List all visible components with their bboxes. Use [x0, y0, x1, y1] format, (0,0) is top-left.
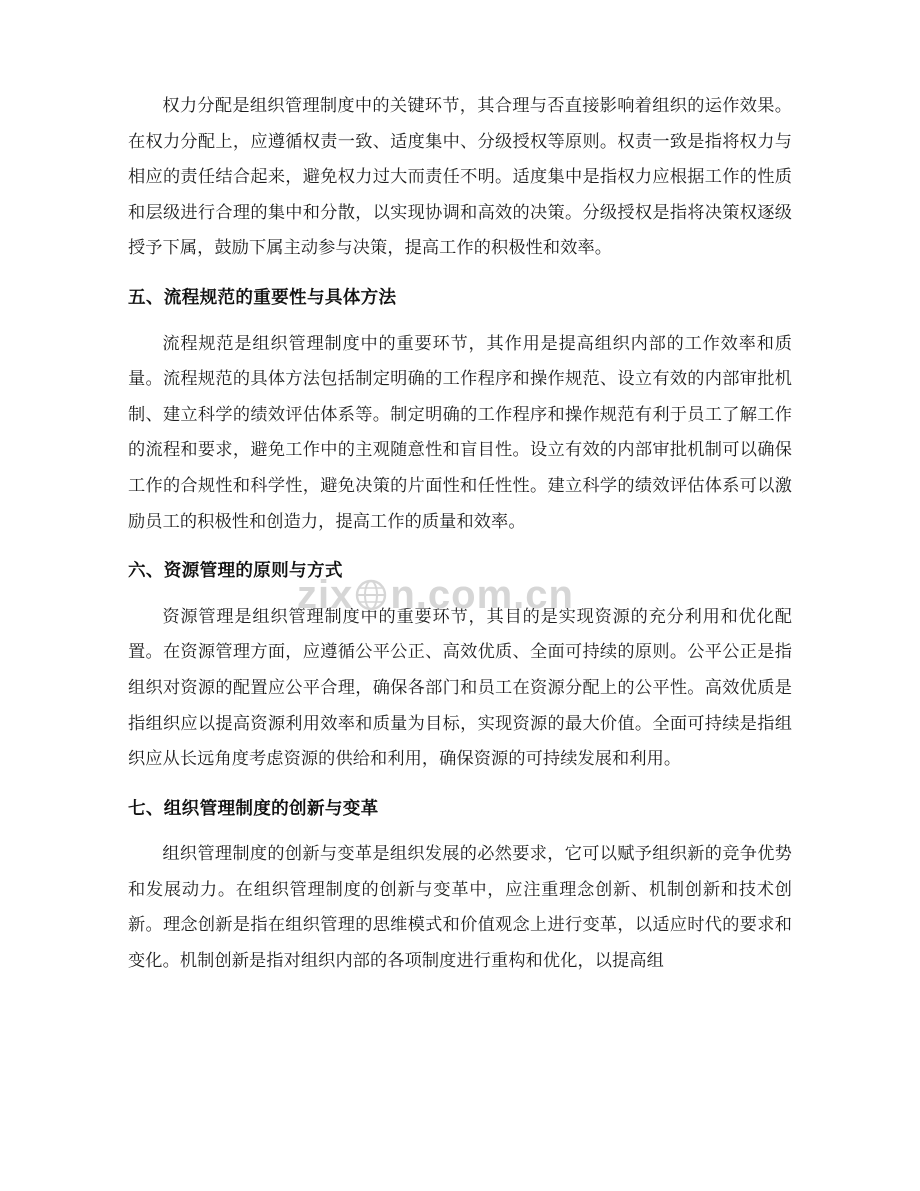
spacer	[128, 777, 792, 791]
section-heading-six: 六、资源管理的原则与方式	[128, 560, 343, 581]
document-body	[128, 88, 792, 979]
spacer	[128, 266, 792, 280]
watermark-suffix: n.com.cn	[390, 573, 574, 617]
spacer	[128, 589, 792, 599]
section-heading-seven: 七、组织管理制度的创新与变革	[128, 797, 379, 818]
watermark-prefix: zix	[297, 573, 354, 617]
spacer	[128, 826, 792, 836]
paragraph-process-standards: 流程规范是组织管理制度中的重要环节，其作用是提高组织内部的工作效率和质量。流程规范的具体方法包括制定明确的工作程序和操作规范、设立有效的内部审批机制、建立科学的绩效评估体系等。制定明确的工作程序和操作规范有利于员工了解工作的流程和要求，避免工作中的主观随意性和盲目性。设立有效的内部审批机制可以确保工作的合规性和科学性，避免决策的片面性和任性性。建立科学的绩效评估体系可以激励员工的积极性和创造力，提高工作的质量和效率。	[128, 333, 792, 531]
paragraph-power-allocation: 权力分配是组织管理制度中的关键环节，其合理与否直接影响着组织的运作效果。在权力分配上，应遵循权责一致、适度集中、分级授权等原则。权责一致是指将权力与相应的责任结合起来，避免权力过大而责任不明。适度集中是指权力应根据工作的性质和层级进行合理的集中和分散，以实现协调和高效的决策。分级授权是指将决策权逐级授予下属，鼓励下属主动参与决策，提高工作的积极性和效率。	[128, 96, 792, 258]
section-heading-five: 五、流程规范的重要性与具体方法	[128, 286, 397, 307]
paragraph-resource-management: 资源管理是组织管理制度中的重要环节，其目的是实现资源的充分利用和优化配置。在资源管理方面，应遵循公平公正、高效优质、全面可持续的原则。公平公正是指组织对资源的配置应公平合理，确保各部门和员工在资源分配上的公平性。高效优质是指组织应以提高资源利用效率和质量为目标，实现资源的最大价值。全面可持续是指组织应从长远角度考虑资源的供给和利用，确保资源的可持续发展和利用。	[128, 606, 792, 769]
spacer	[128, 316, 792, 326]
paragraph-innovation-reform: 组织管理制度的创新与变革是组织发展的必然要求，它可以赋予组织新的竞争优势和发展动力。在组织管理制度的创新与变革中，应注重理念创新、机制创新和技术创新。理念创新是指在组织管理的思维模式和价值观念上进行变革，以适应时代的要求和变化。机制创新是指对组织内部的各项制度进行重构和优化，以提高组	[128, 844, 792, 971]
spacer	[128, 539, 792, 553]
